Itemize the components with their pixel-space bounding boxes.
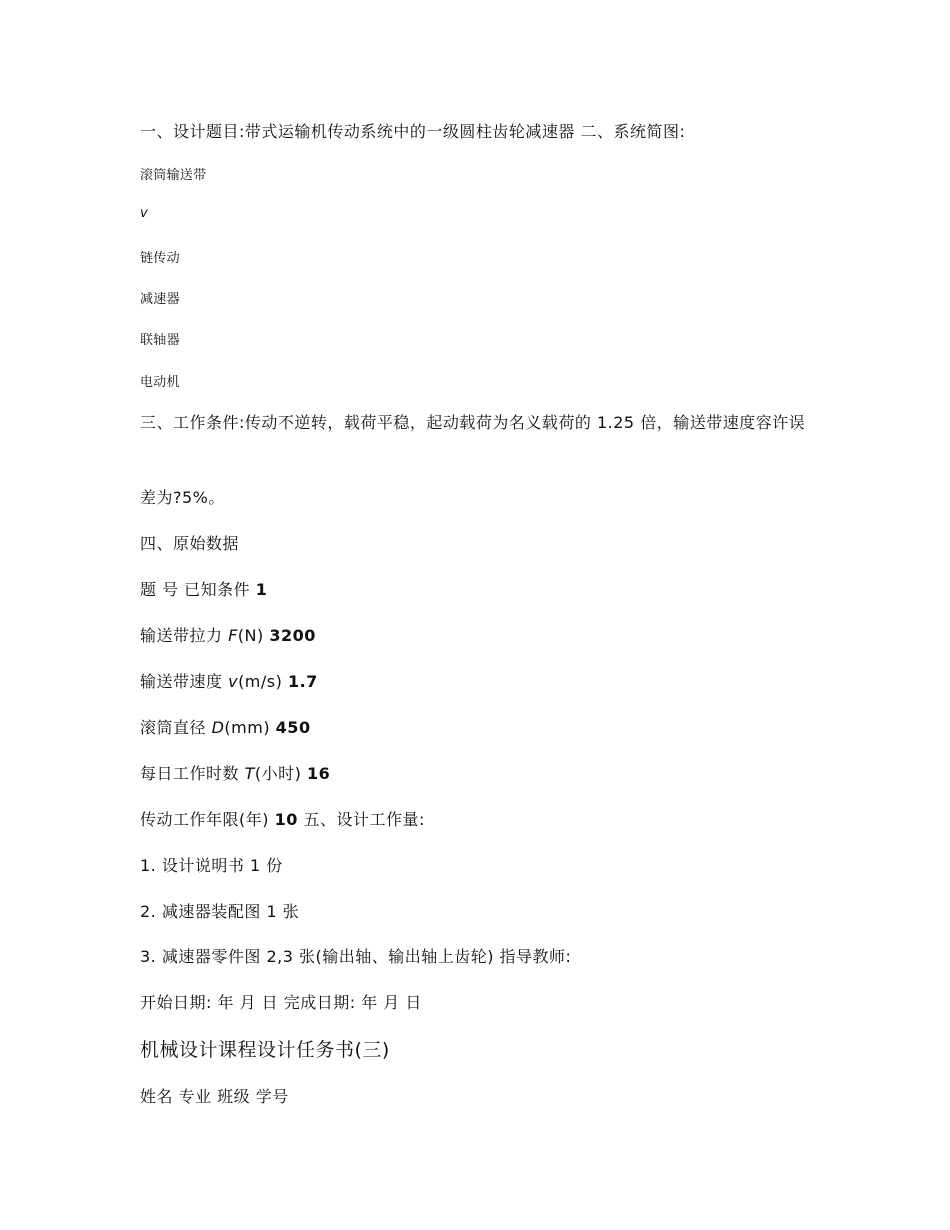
force-symbol: F [228, 626, 238, 645]
data-row-diameter [140, 715, 311, 738]
diagram-label-velocity: v [140, 206, 148, 221]
data-row-header-value: 1 [255, 580, 268, 599]
diagram-label-chain-drive: 链传动 [140, 251, 180, 266]
hours-value: 16 [306, 764, 331, 783]
speed-unit: (m/s) [238, 672, 283, 691]
data-row-hours [140, 761, 330, 784]
hours-unit: (小时) [254, 764, 302, 783]
data-row-header [140, 577, 267, 600]
speed-symbol: v [228, 672, 239, 691]
years-label: 传动工作年限(年) [140, 810, 269, 829]
hours-label: 每日工作时数 [140, 764, 245, 783]
diagram-label-motor: 电动机 [140, 375, 180, 390]
data-row-years [140, 807, 425, 830]
hours-symbol: T [244, 764, 255, 783]
data-row-speed [140, 669, 318, 692]
force-value: 3200 [269, 626, 316, 645]
speed-label: 输送带速度 [140, 672, 229, 691]
working-conditions-continued: 差为?5%。 [140, 488, 225, 507]
force-label: 输送带拉力 [140, 626, 229, 645]
diameter-symbol: D [211, 718, 225, 737]
diameter-unit: (mm) [224, 718, 271, 737]
diameter-value: 450 [275, 718, 311, 737]
force-unit: (N) [237, 626, 264, 645]
speed-value: 1.7 [287, 672, 318, 691]
student-fields: 姓名 专业 班级 学号 [140, 1087, 289, 1106]
data-row-force [140, 623, 316, 646]
years-value: 10 [274, 810, 298, 829]
diagram-label-coupling: 联轴器 [140, 333, 180, 348]
work-item-3: 3. 减速器零件图 2,3 张(输出轴、输出轴上齿轮) 指导教师: [140, 947, 572, 966]
work-item-1: 1. 设计说明书 1 份 [140, 856, 283, 875]
raw-data-heading: 四、原始数据 [140, 534, 240, 553]
diameter-label: 滚筒直径 [140, 718, 212, 737]
diagram-label-drum-belt: 滚筒输送带 [140, 168, 207, 183]
design-topic-heading: 一、设计题目:带式运输机传动系统中的一级圆柱齿轮减速器 二、系统简图: [140, 122, 686, 141]
data-row-header-label: 题 号 已知条件 [140, 580, 251, 599]
work-item-2: 2. 减速器装配图 1 张 [140, 902, 300, 921]
task-book-title: 机械设计课程设计任务书(三) [140, 1039, 390, 1061]
workload-heading: 五、设计工作量: [303, 810, 425, 829]
diagram-label-reducer: 减速器 [140, 292, 180, 307]
working-conditions: 三、工作条件:传动不逆转，载荷平稳，起动载荷为名义载荷的 1.25 倍，输送带速度容许误 [140, 413, 806, 432]
dates-line: 开始日期: 年 月 日 完成日期: 年 月 日 [140, 993, 422, 1012]
